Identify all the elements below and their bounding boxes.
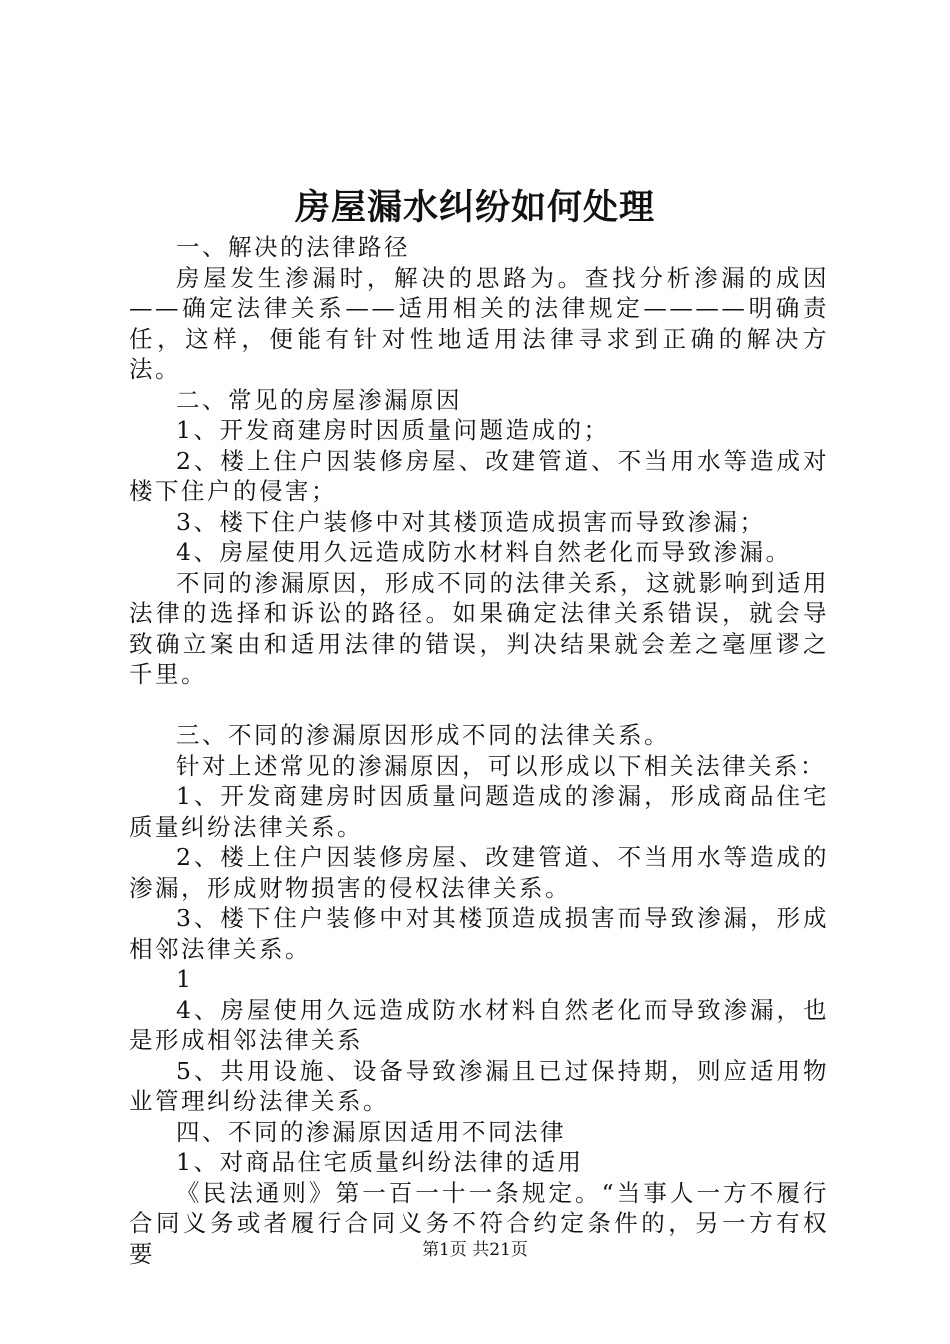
paragraph: 《民法通则》第一百一十一条规定。“当事人一方不履行合同义务或者履行合同义务不符合约定条件的，另一方有权要 [129, 1178, 829, 1268]
list-item: 2、楼上住户因装修房屋、改建管道、不当用水等造成的渗漏，形成财物损害的侵权法律关系。 [129, 843, 829, 902]
document-body [129, 232, 829, 1269]
list-item: 1、对商品住宅质量纠纷法律的适用 [176, 1148, 584, 1176]
section-heading-4: 四、不同的渗漏原因适用不同法律 [176, 1117, 566, 1146]
section-heading-3: 三、不同的渗漏原因形成不同的法律关系。 [176, 721, 670, 749]
list-item: 1、开发商建房时因质量问题造成的渗漏，形成商品住宅质量纠纷法律关系。 [129, 782, 829, 841]
blank-line [129, 690, 829, 721]
list-item: 4、房屋使用久远造成防水材料自然老化而导致渗漏。 [176, 538, 792, 566]
section-heading-2: 二、常见的房屋渗漏原因 [176, 385, 462, 414]
document-title: 房屋漏水纠纷如何处理 [294, 187, 655, 228]
paragraph: 房屋发生渗漏时，解决的思路为。查找分析渗漏的成因——确定法律关系——适用相关的法律规定————明确责任，这样，便能有针对性地适用法律寻求到正确的解决方法。 [129, 263, 829, 383]
list-item: 4、房屋使用久远造成防水材料自然老化而导致渗漏，也是形成相邻法律关系 [129, 995, 829, 1054]
page-footer: 第1页 共21页 [422, 1240, 528, 1260]
list-item: 3、楼下住户装修中对其楼顶造成损害而导致渗漏； [176, 507, 766, 536]
list-item: 5、共用设施、设备导致渗漏且已过保持期，则应适用物业管理纠纷法律关系。 [129, 1056, 829, 1115]
list-item: 2、楼上住户因装修房屋、改建管道、不当用水等造成对楼下住户的侵害； [129, 446, 829, 505]
inline-page-number: 1 [176, 965, 194, 993]
list-item: 1、开发商建房时因质量问题造成的； [176, 416, 610, 444]
list-item: 3、楼下住户装修中对其楼顶造成损害而导致渗漏，形成相邻法律关系。 [129, 904, 829, 963]
paragraph: 针对上述常见的渗漏原因，可以形成以下相关法律关系： [176, 751, 826, 780]
section-heading-1: 一、解决的法律路径 [176, 233, 410, 261]
paragraph: 不同的渗漏原因，形成不同的法律关系，这就影响到适用法律的选择和诉讼的路径。如果确定法律关系错误，就会导致确立案由和适用法律的错误，判决结果就会差之毫厘谬之千里。 [129, 568, 829, 688]
